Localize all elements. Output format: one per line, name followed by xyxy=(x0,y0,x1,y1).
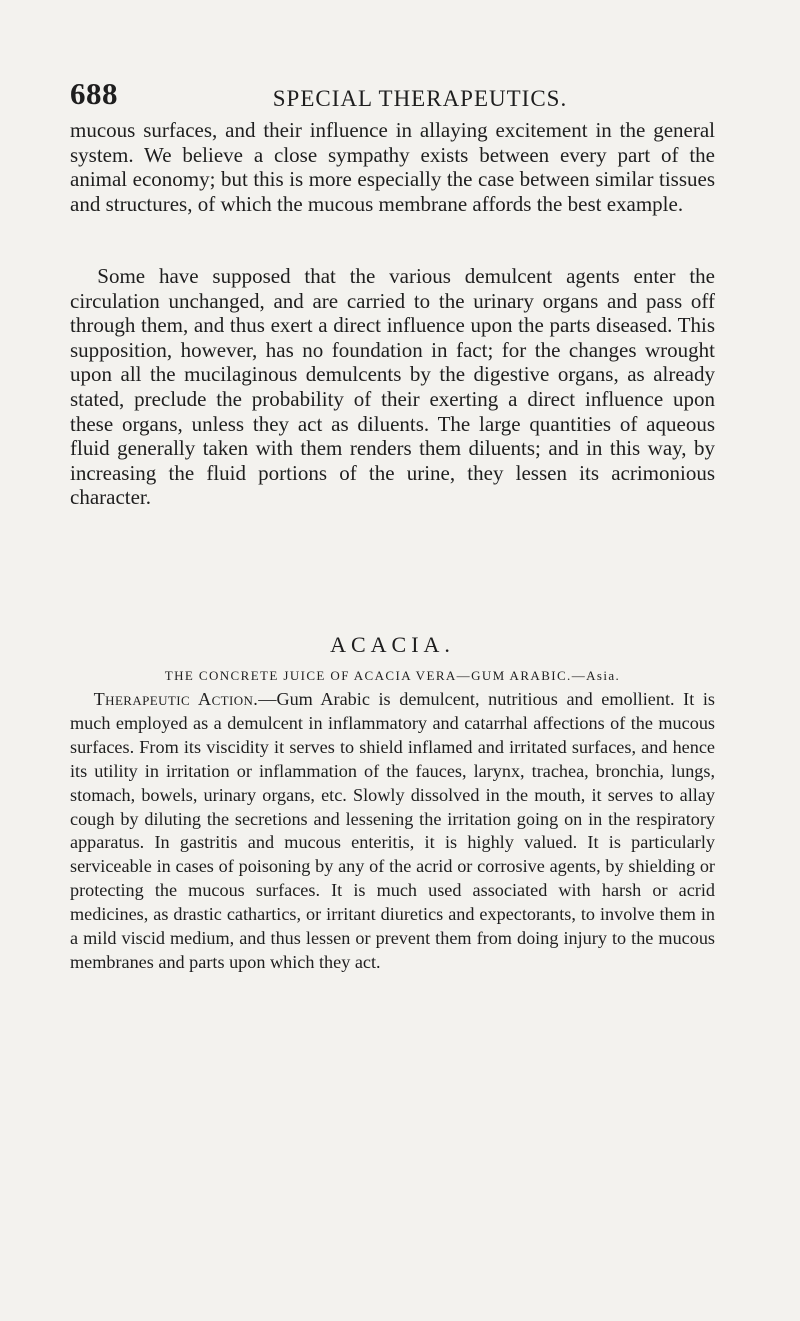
section-subtitle-region: Asia. xyxy=(586,668,621,683)
section-title: ACACIA. xyxy=(330,632,455,657)
section-subtitle xyxy=(70,668,715,684)
therapeutic-action-body: —Gum Arabic is demulcent, nutritious and emollient. It is much employed as a demulcent in inflammatory and catarrhal affections of the mucous surfaces. From its viscidity it serves to shield inflamed and irritated surfaces, and hence its utility in irritation or inflammation of the fauces, larynx, trachea, bronchia, lungs, stomach, bowels, urinary organs, etc. Slowly dissolved in the mouth, it serves to allay cough by diluting the secretions and lessening the irritation going on in the respiratory apparatus. In gastritis and mucous enteritis, it is highly valued. It is particularly serviceable in cases of poisoning by any of the acrid or corrosive agents, by shielding or protecting the mucous surfaces. It is much used associated with harsh or acrid medicines, as drastic cathartics, or irritant diuretics and expectorants, to involve them in a mild viscid medium, and thus lessen or prevent them from doing injury to the mucous membranes and parts upon which they act. xyxy=(70,689,715,972)
paragraph-therapeutic-action xyxy=(70,688,715,975)
paragraph-demulcent-circulation: Some have supposed that the various demulcent agents enter the circulation unchanged, and are carried to the urinary organs and pass off through them, and thus exert a direct influence upon the parts diseased. This supposition, however, has no foundation in fact; for the changes wrought upon all the mucilaginous demulcents by the digestive organs, as already stated, preclude the probability of their exerting a direct influence upon these organs, unless they act as diluents. The large quantities of aqueous fluid generally taken with them renders them diluents; and in this way, by increasing the fluid portions of the urine, they lessen its acrimonious character. xyxy=(70,264,715,510)
page-header xyxy=(70,76,750,116)
section-subtitle-main: THE CONCRETE JUICE OF ACACIA VERA—GUM ARABIC.— xyxy=(164,668,587,683)
running-head: SPECIAL THERAPEUTICS. xyxy=(272,86,568,111)
paragraph-continuation: mucous surfaces, and their influence in allaying excitement in the general system. We believe a close sympathy exists between every part of the animal economy; but this is more especially the case between similar tissues and structures, of which the mucous membrane affords the best example. xyxy=(70,118,715,216)
page-number: 688 xyxy=(70,76,118,111)
therapeutic-action-lead-in: Therapeutic Action. xyxy=(93,689,259,709)
